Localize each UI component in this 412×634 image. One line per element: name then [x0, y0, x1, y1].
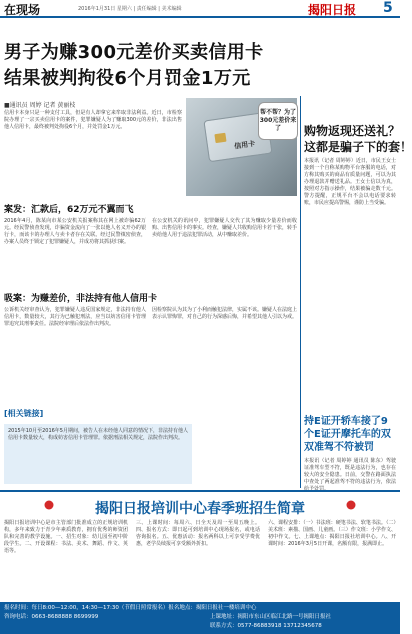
card-label: 信用卡	[233, 139, 256, 151]
ad-column-2: 三、上课时间：每周六、日全天及周一至周五晚上。四、报名方式：即日起可到培训中心现场报名，或电话咨询报名。五、优惠活动：报名两科以上可享受学费优惠，老学员续报可享受额外折扣。	[136, 520, 260, 547]
ad-column-1: 揭阳日报培训中心是市主管部门批准成立的正规培训机构，多年来致力于青少年素质教育，拥有优秀的师资团队和完善的教学设施。一、招生对象：幼儿园至初中阶段学生。二、开设课程：书法、美术、舞蹈、作文、英语等。	[4, 520, 128, 554]
right-story-body: 本报讯（记者 周婷婷）近日，市民王女士接到一个自称某购物平台客服的电话，对方称其购买的商品有质量问题，可以为其办理退款并赠送礼品。王女士信以为真，按照对方指示操作，结果被骗走数千元。警方提醒，正规平台不会以电话要求转账，市民应提高警惕，谨防上当受骗。	[304, 158, 396, 206]
related-link-box	[4, 424, 192, 484]
footer-line-4: 联系方式：0577-86883918 13712345678	[210, 623, 322, 629]
ad-bullet-left-icon	[44, 500, 54, 510]
footer-line-1: 报名时间：每日8:00—12:00，14:30—17:30（节假日照常报名）报名地点：揭阳日报社一楼培训中心	[4, 605, 257, 611]
column-divider	[300, 96, 301, 488]
ad-title: 揭阳日报培训中心春季班招生简章	[95, 501, 305, 517]
speech-bubble: 帮不帮？为了300元差价来了	[258, 102, 298, 140]
body-paragraph-3: 公诉机关经审查认为，犯罪嫌疑人违反国家规定，非法持有他人信用卡，数量较大，其行为已触犯刑法，应当以妨害信用卡管理罪追究其刑事责任。法院经审理后依法作出判决。	[4, 307, 146, 327]
card-chip	[214, 133, 226, 143]
body-paragraph-2: 在公安机关的讯问中，犯罪嫌疑人交代了其为赚取少量差价而收购、出售信用卡的事实。经查，嫌疑人共收购信用卡若干张，转手卖给他人用于违法犯罪活动，从中赚取差价。	[152, 218, 298, 238]
main-headline-1: 男子为赚300元差价买卖信用卡	[4, 42, 264, 63]
subhead-motive: 吸案：为赚差价，非法持有他人信用卡	[4, 294, 158, 304]
related-link-body: 2015年10月至2016年5月期间，被告人在未经他人同意的情况下，非法持有他人信用卡数量较大，构成妨害信用卡管理罪。依据刑法相关规定，法院作出判决。	[8, 428, 188, 441]
body-paragraph-1: 2016年4月，陈某向市某公安机关报案称其在网上被诈骗62万元。经民警侦查发现，诈骗资金流向了一张以他人名义开办的银行卡，而该卡的办理人与卖卡者存在关联。经过民警缜密侦查，办案人员终于锁定了犯罪嫌疑人，并成功将其抓获归案。	[4, 218, 146, 245]
footer-line-3: 上课地址：揭阳市东山区临江北路一号揭阳日报社	[210, 614, 332, 620]
ad-bullet-right-icon	[346, 500, 356, 510]
right-headline-2: 这都是骗子下的套！	[304, 140, 412, 154]
related-link-title: [相关链接]	[4, 409, 44, 418]
newspaper-brand: 揭阳日报	[308, 3, 357, 17]
right-headline-1: 购物返现还送礼？	[304, 124, 401, 138]
right-headline-3: 持E证开轿车接了9个E证开摩托车的双双准驾不符被罚	[304, 416, 391, 453]
page-header	[0, 0, 400, 18]
footer-line-2: 咨询电话：0663-8688888 8699999	[4, 614, 99, 620]
ad-column-3: 六、课程安排：（一）书法班：硬笔书法、软笔书法。（二）美术班：素描、国画、儿童画。（三）作文班：小学作文、初中作文。七、上课地点：揭阳日报社培训中心。八、开课时间：2016年3月5日开课，名额有限，报满即止。	[268, 520, 396, 547]
page-number: 5	[383, 0, 393, 16]
byline: ■通讯员 周婷 记者 黄丽枝	[4, 102, 76, 109]
main-headline-2: 结果被判拘役6个月罚金1万元	[4, 68, 251, 89]
ad-footer	[0, 602, 400, 634]
body-paragraph-4: 因检察院认为其为了小利而触犯法律，实属不该。嫌疑人在法庭上表示认罪悔罪，对自己的行为深感后悔，并希望其他人引以为戒。	[152, 307, 298, 320]
right-story-body-2: 本报讯（记者 周婷婷 通讯员 陈东）驾驶证准驾车型不符，既是违法行为，也存在较大的安全隐患。日前，交警在路面执法中查处了两起准驾不符的违法行为，依法给予处罚。	[304, 458, 396, 492]
issue-meta: 2016年1月31日 星期六 | 责任编辑 | 美术编辑	[78, 6, 182, 12]
subhead-case-occurred: 案发：汇款后，62万元不翼而飞	[4, 205, 134, 215]
section-title: 在现场	[4, 3, 41, 17]
lead-paragraph: 信用卡本身只是一种支付工具，但是有人却拿它来牟取非法利益。近日，市检察院办理了一宗买卖信用卡的案件，犯罪嫌疑人为了赚取300元的差价，非法出售他人信用卡，最终被判处拘役6个月，并处罚金1万元。	[4, 110, 182, 130]
